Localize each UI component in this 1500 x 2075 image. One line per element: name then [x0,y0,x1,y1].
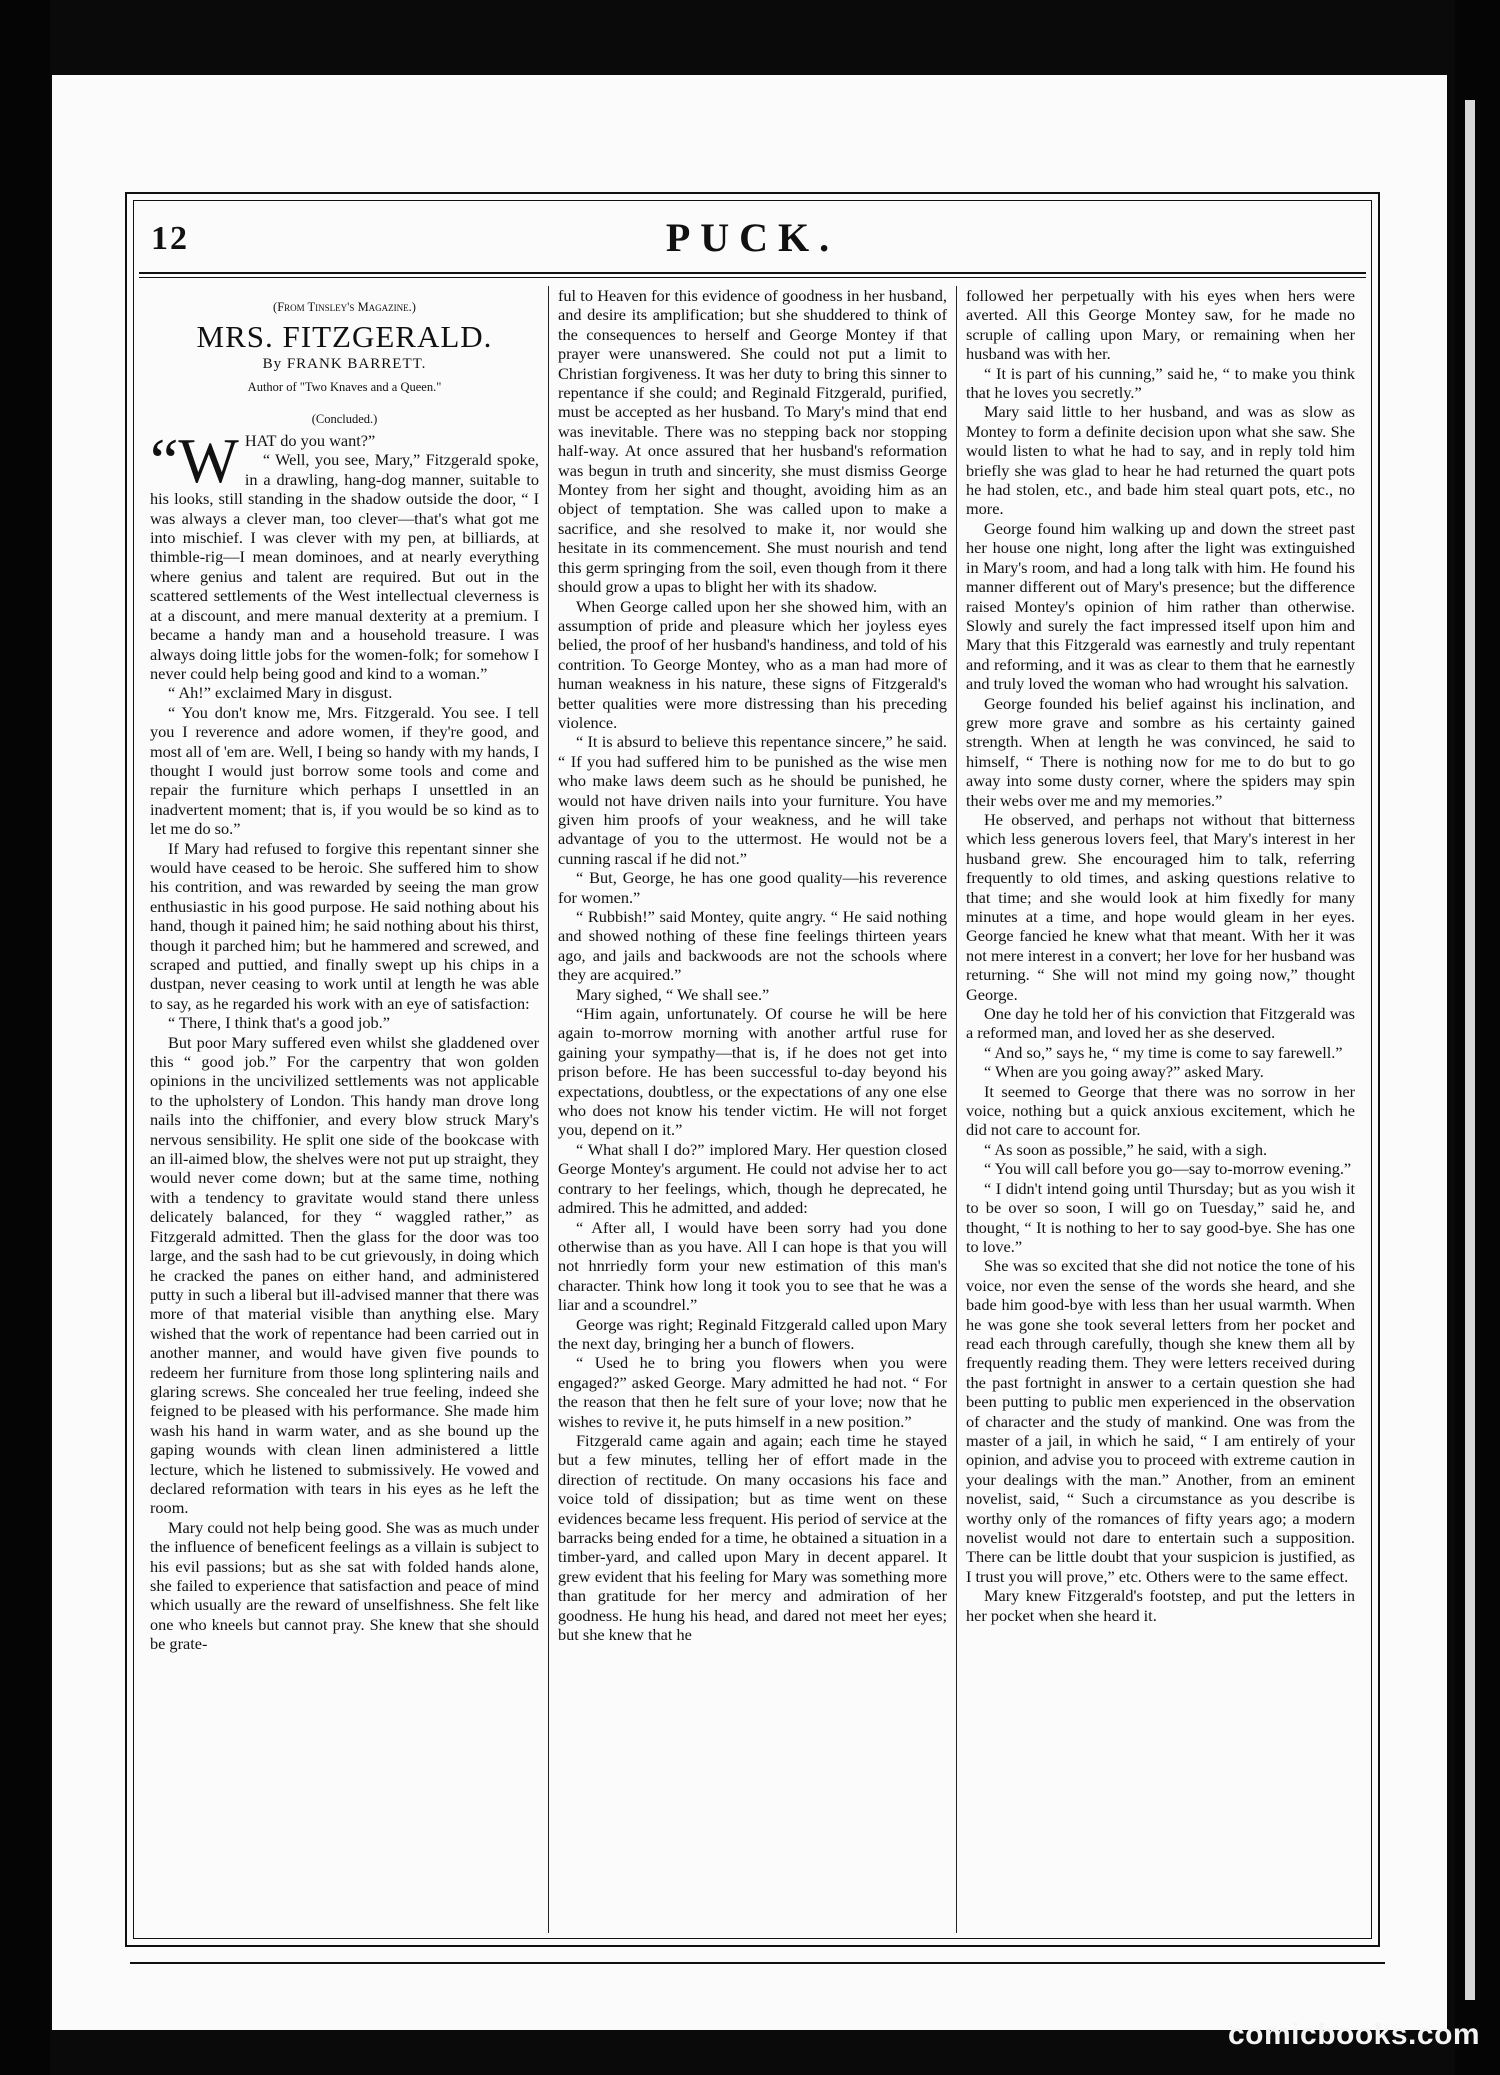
story-title: MRS. FITZGERALD. [196,319,493,355]
paragraph: George found him walking up and down the street past her house one night, long after the light was extinguished in Mary's room, and had a long talk with him. He found his manner different out of Mary's presence; but the difference raised Montey's opinion of him rather than otherwise. Slowly and surely the fact impressed itself upon him and Mary that this Fitzgerald was earnestly and truly repentant and reforming, and it was as clear to them that he earnestly and truly loved the woman who had wrought his salvation. [966,518,1355,694]
paragraph: One day he told her of his conviction that Fitzgerald was a reformed man, and loved her as she deserved. [966,1004,1355,1043]
drop-cap: “W [150,425,239,497]
paragraph: “ What shall I do?” implored Mary. Her question closed George Montey's argument. He could not advise her to act contrary to her feelings, which, though he deprecated, he admired. This he admitted, and added: [558,1139,947,1218]
paragraph: When George called upon her she showed him, with an assumption of pride and pleasure which her joyless eyes belied, the proof of her husband's handiness, and told of his contrition. To George Montey, who as a man had more of human weakness in his nature, these signs of Fitzgerald's better qualities were more distressing than his preceding violence. [558,596,947,732]
page-frame [125,192,1380,1947]
scan-border-left [0,0,50,2075]
page-header [139,210,1366,270]
paragraph: “ But, George, he has one good quality—his reverence for women.” [558,868,947,907]
source-credit: (From Tinsley's Magazine.) [273,300,416,314]
paragraph: “Him again, unfortunately. Of course he will be here again to-morrow morning with another artful ruse for gaining your sympathy—that is, if he does not get into prison before. He has been successful to-day beyond his expectations, doubtless, or the expectations of any one else who does not know his tender victim. He will not forget you, depend on it.” [558,1004,947,1140]
paragraph: followed her perpetually with his eyes when hers were averted. All this George Montey saw, for he made no scruple of calling upon Mary, or remaining when her husband was with her. [966,286,1355,364]
masthead: PUCK. [665,215,840,260]
paragraph: “ Ah!” exclaimed Mary in disgust. [168,683,393,703]
paragraph: “ It is part of his cunning,” said he, “ to make you think that he loves you secretly.” [966,363,1355,403]
paragraph: “ It is absurd to believe this repentance sincere,” he said. “ If you had suffered him to be punished as the wise men who make laws deem such as he should be punished, he would not have driven nails into your furniture. You have given him proofs of your weakness, and he will take advantage of you to the uttermost. He would not be a cunning rascal if he did not.” [558,732,947,868]
paragraph: “ After all, I would have been sorry had you done otherwise than as you have. All I can hope is that you will not hnrriedly form your new estimation of this man's character. Think how long it took you to see that he was a liar and a scoundrel.” [558,1217,947,1315]
column-3 [956,286,1364,1933]
paragraph: Mary sighed, “ We shall see.” [576,984,770,1004]
header-rule [139,272,1366,274]
paragraph: Mary could not help being good. She was as much under the influence of beneficent feelings as a villain is subject to his evil passions; but as she sat with folded hands alone, she failed to experience that satisfaction and peace of mind which usually are the reward of unselfishness. She felt like one who kneels but cannot pray. She knew that she should be grate- [150,1517,539,1654]
paragraph: George was right; Reginald Fitzgerald called upon Mary the next day, bringing her a bunch of flowers. [558,1314,947,1353]
paragraph: She was so excited that she did not notice the tone of his voice, nor even the sense of the words she heard, and she bade him good-bye with less than her usual warmth. When he was gone she took several letters from her pocket and read each through carefully, though she knew them all by frequently reading them. They were letters received during the past fortnight in answer to a certain question she had been putting to public men experienced in the observation of character and the study of mankind. One was from the master of a jail, in which he said, “ I am entirely of your opinion, and advise you to proceed with extreme caution in your dealings with the man.” Another, from an eminent novelist, said, “ Such a circumstance as you describe is worthy only of the romances of fifty years ago; a modern novelist would not dare to entertain such a supposition. There can be little doubt that your suspicion is justified, as I trust you will prove,” etc. Others were to the same effect. [966,1256,1355,1586]
paragraph: He observed, and perhaps not without that bitterness which less generous lovers feel, that Mary's interest in her husband grew. She encouraged him to talk, referring frequently to old times, and asking questions relative to that time; and she would look at him fixedly for many minutes at a time, and hope would gleam in her eyes. George fancied he knew what that meant. With her it was not mere interest in a convert; her love for her husband was returning. “ She will not mind my going now,” thought George. [966,809,1355,1004]
next-page-edge [1465,100,1475,2000]
paragraph: “ Used he to bring you flowers when you were engaged?” asked George. Mary admitted he had not. “ For the reason that then he felt sure of your love; now that he wishes to revive it, he puts himself in a new position.” [558,1353,947,1431]
paragraph: “ Rubbish!” said Montey, quite angry. “ He said nothing and showed nothing of these fine feelings thirteen years ago, and jails and backwoods are not the schools where they are acquired.” [558,907,947,985]
author-note: Author of "Two Knaves and a Queen." [247,380,442,395]
paragraph: But poor Mary suffered even whilst she gladdened over this “ good job.” For the carpentry that won golden opinions in the uncivilized settlements was not applicable to the upholstery of London. This handy man drove long nails into the chiffonier, and every blow struck Mary's nervous sensibility. He split one side of the bookcase with an ill-aimed blow, the shelves were not put up straight, they would never come down; but at the same time, nothing with a tendency to gravitate would stand there unless delicately balanced, for they “ waggled rather,” as Fitzgerald admitted. Then the glass for the door was too large, and the sash had to be cut grievously, in doing which he cracked the panes on either hand, and administered putty in such a liberal but ill-advised manner that there was more of that material visible than anything else. Mary wished that the work of repentance had been carried out in another manner, and would have given five pounds to redeem her furniture from those long splintering nails and glaring screws. She concealed her true feeling, indeed she feigned to be pleased with his performance. She made him wash his hand in warm water, and as she bound up the gaping wounds with clean linen administered a little lecture, which he listened to submissively. He vowed and declared reformation with tears in his eyes as he left the room. [150,1032,539,1518]
paragraph: “ And so,” says he, “ my time is come to say farewell.” [984,1042,1343,1062]
paragraph: “ When are you going away?” asked Mary. [984,1062,1264,1082]
paragraph: “ I didn't intend going until Thursday; but as you wish it to be over so soon, I will go on Tuesday,” said he, and thought, “ It is nothing to her to say good-bye. She has one to love.” [966,1178,1355,1256]
paragraph: If Mary had refused to forgive this repentant sinner she would have ceased to be heroic. She suffered him to show his contrition, and was rewarded by seeing the man grow enthusiastic in his good purpose. He said nothing about his hand, though it pained him; he said nothing about his thirst, though it parched him; but he hammered and screwed, and scraped and puttied, and finally swept up his chips in a dustpan, never ceasing to work until at length he was able to say, as he regarded his work with an eye of satisfaction: [150,838,539,1013]
column-2 [548,286,956,1933]
header-rule-thin [139,277,1366,278]
concluded-note: (Concluded.) [311,411,378,426]
column-1 [141,286,548,1933]
opening-line-text: HAT do you want?” [244,431,376,451]
paragraph: George founded his belief against his inclination, and grew more grave and sombre as his certainty gained strength. When at length he was convinced, he said to himself, “ There is nothing now for me to do but to go away into some dusty corner, where the spiders may spin their webs over me and my memories.” [966,693,1355,810]
paragraph: “ Well, you see, Mary,” Fitzgerald spoke, in a drawling, hang-dog manner, suitable to his looks, still standing in the shadow outside the door, “ I was always a clever man, too clever—that's what got me into mischief. I was clever with my pen, at billiards, at thimble-rig—I mean dominoes, and at nearly everything where genius and talent are required. But out in the scattered settlements of the West intellectual cleverness is at a discount, and mere manual dexterity at a premium. I became a handy man and a household treasure. I was always doing little jobs for the women-folk; for somehow I never could help being good and kind to a woman.” [150,450,539,683]
watermark: comicbooks.com [1228,2018,1481,2051]
paragraph: It seemed to George that there was no sorrow in her voice, nothing but a quick anxious excitement, which he did not care to account for. [966,1081,1355,1140]
paragraph: Mary said little to her husband, and was as slow as Montey to form a definite decision upon what she saw. She would listen to what he had to say, and in reply told him briefly she was glad to hear he had returned the quart pots he had stolen, etc., and bade him steal quart pots, etc., no more. [966,402,1355,519]
paragraph: “ As soon as possible,” he said, with a sigh. [984,1139,1268,1159]
paragraph: “ There, I think that's a good job.” [168,1013,390,1033]
article-columns [141,286,1364,1933]
paragraph: ful to Heaven for this evidence of goodness in her husband, and desire its amplification; but she shuddered to think of the consequences to herself and George Montey if that prayer were unanswered. She could not put a limit to Christian forgiveness. It was her duty to bring this sinner to repentance if she could; and Reginald Fitzgerald, purified, must be accepted as her husband. To Mary's mind that end was inevitable. There was no stepping back nor stopping half-way. At once assured that her husband's reformation was begun in truth and sincerity, she must dismiss George Montey from her sight and thought, avoiding him as an object of temptation. She was called upon to make a sacrifice, and she resolved to make it, nor would she hesitate in its commencement. She must nourish and tend this germ springing from the soil, even though from it there should grow a upas to blight her with its shadow. [558,286,947,597]
opening-line [150,425,539,497]
byline: By FRANK BARRETT. [262,355,427,372]
footer-rule [130,1962,1385,1964]
page-number: 12 [151,220,189,257]
paragraph: Mary knew Fitzgerald's footstep, and put the letters in her pocket when she heard it. [966,1586,1355,1625]
scan-border-right [1455,0,1500,2075]
paragraph: Fitzgerald came again and again; each time he stayed but a few minutes, telling her of effort made in the direction of rectitude. On many occasions his face and voice told of dissipation; but as time went on these evidences became less frequent. His period of service at the barracks being ended for a time, he obtained a situation in a timber-yard, and called upon Mary in decent apparel. It grew evident that his feeling for Mary was something more than gratitude for her mercy and admiration of her goodness. He hung his head, and dared not meet her eyes; but she knew that he [558,1430,947,1645]
paragraph: “ You don't know me, Mrs. Fitzgerald. You see. I tell you I reverence and adore women, if they're good, and most all of 'em are. Well, I being so handy with my hands, I thought I would just borrow some tools and come and repair the furniture which perhaps I unsettled in an inadvertent moment; that is, if you would be so kind as to let me do so.” [150,702,539,839]
paragraph: “ You will call before you go—say to-morrow evening.” [984,1159,1352,1179]
